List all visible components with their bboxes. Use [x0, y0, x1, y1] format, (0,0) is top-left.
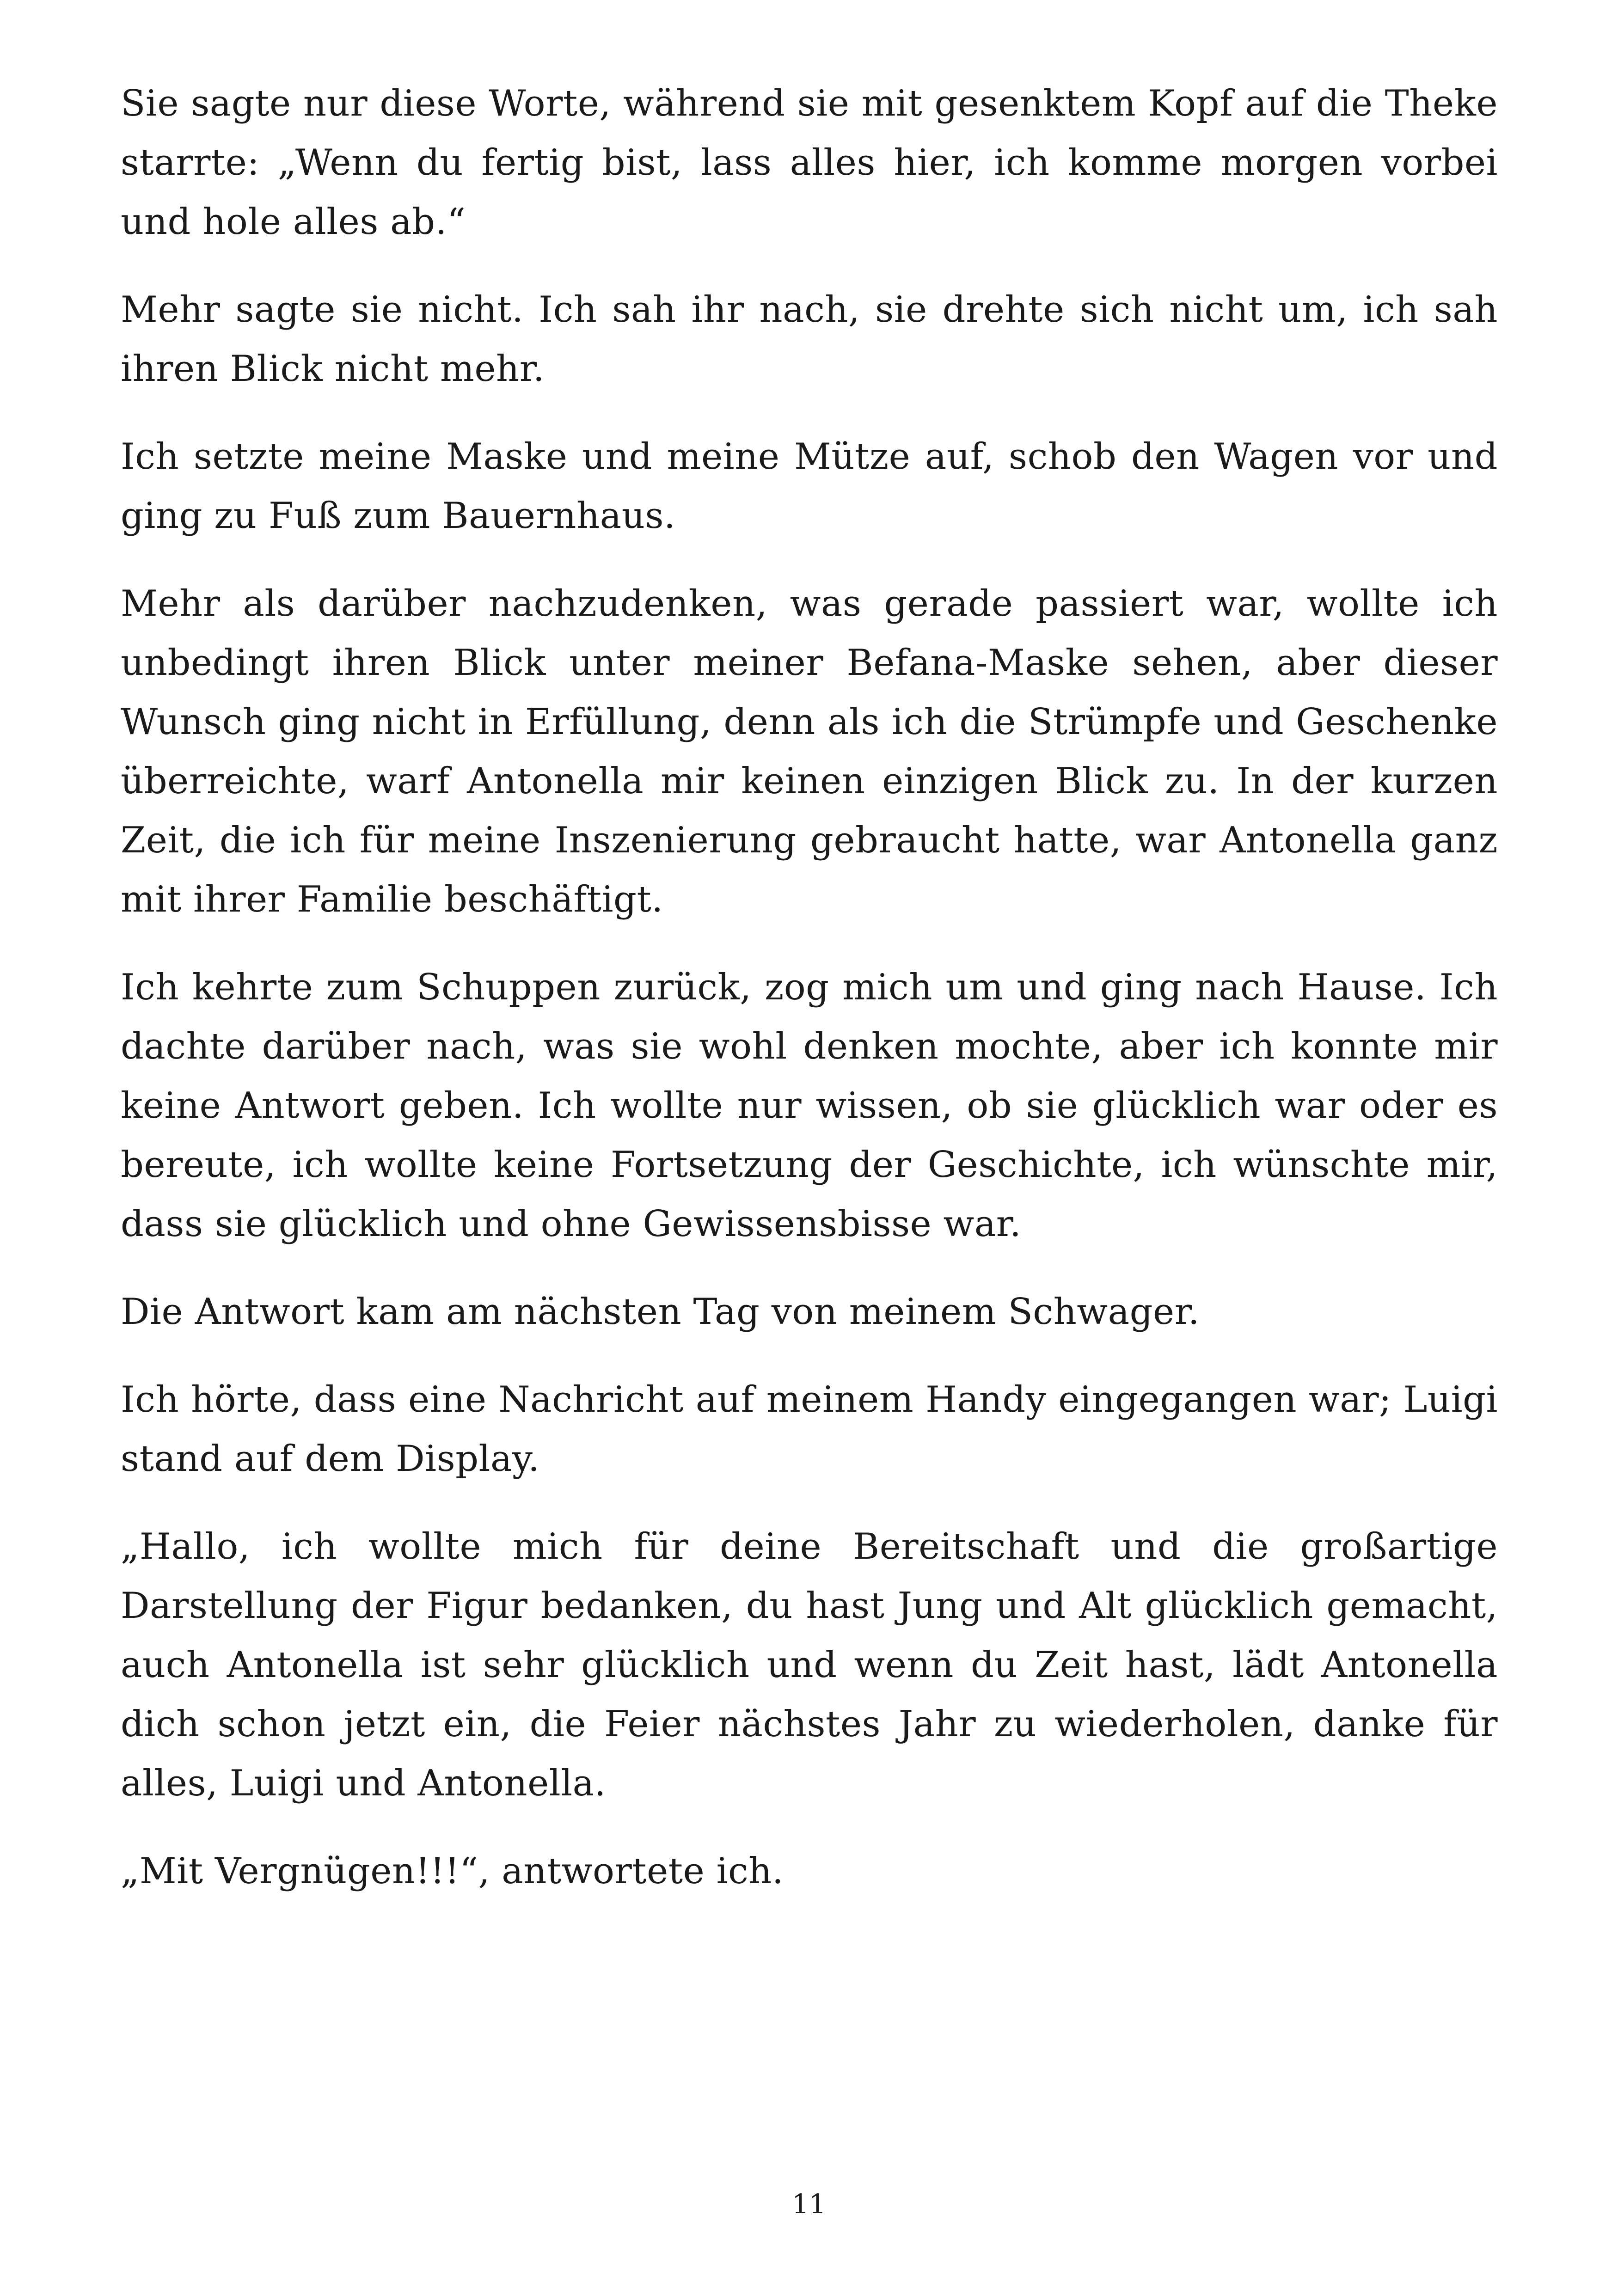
paragraph: „Hallo, ich wollte mich für deine Bereitschaft und die großartige Darstellung der Figur bedanken, du hast Jung und Alt glücklich gemacht, auch Antonella ist sehr glücklich und wenn du Zeit hast, lädt Antonella dich schon jetzt ein, die Feier nächstes Jahr zu wiederholen, danke für alles, Luigi und Antonella.	[121, 1526, 1498, 1804]
paragraph: Die Antwort kam am nächsten Tag von meinem Schwager.	[121, 1291, 1200, 1333]
paragraph: Ich hörte, dass eine Nachricht auf meinem Handy eingegangen war; Luigi stand auf dem Display.	[121, 1379, 1498, 1480]
page-number: 11	[792, 2188, 826, 2220]
paragraph: Ich kehrte zum Schuppen zurück, zog mich um und ging nach Hause. Ich dachte darüber nach, was sie wohl denken mochte, aber ich konnte mir keine Antwort geben. Ich wollte nur wissen, ob sie glücklich war oder es bereute, ich wollte keine Fortsetzung der Geschichte, ich wünschte mir, dass sie glücklich und ohne Gewissensbisse war.	[121, 967, 1498, 1245]
paragraph: Mehr sagte sie nicht. Ich sah ihr nach, sie drehte sich nicht um, ich sah ihren Blick nicht mehr.	[121, 289, 1498, 390]
paragraph: Mehr als darüber nachzudenken, was gerade passiert war, wollte ich unbedingt ihren Blick unter meiner Befana-Maske sehen, aber dieser Wunsch ging nicht in Erfüllung, denn als ich die Strümpfe und Geschenke überreichte, warf Antonella mir keinen einzigen Blick zu. In der kurzen Zeit, die ich für meine Inszenierung gebraucht hatte, war Antonella ganz mit ihrer Familie beschäftigt.	[121, 583, 1498, 920]
paragraph: Sie sagte nur diese Worte, während sie mit gesenktem Kopf auf die Theke starrte: „Wenn du fertig bist, lass alles hier, ich komme morgen vorbei und hole alles ab.“	[121, 83, 1498, 243]
paragraph: Ich setzte meine Maske und meine Mütze auf, schob den Wagen vor und ging zu Fuß zum Bauernhaus.	[121, 436, 1498, 537]
body-text	[121, 74, 1498, 1929]
paragraph: „Mit Vergnügen!!!“, antwortete ich.	[121, 1850, 784, 1892]
